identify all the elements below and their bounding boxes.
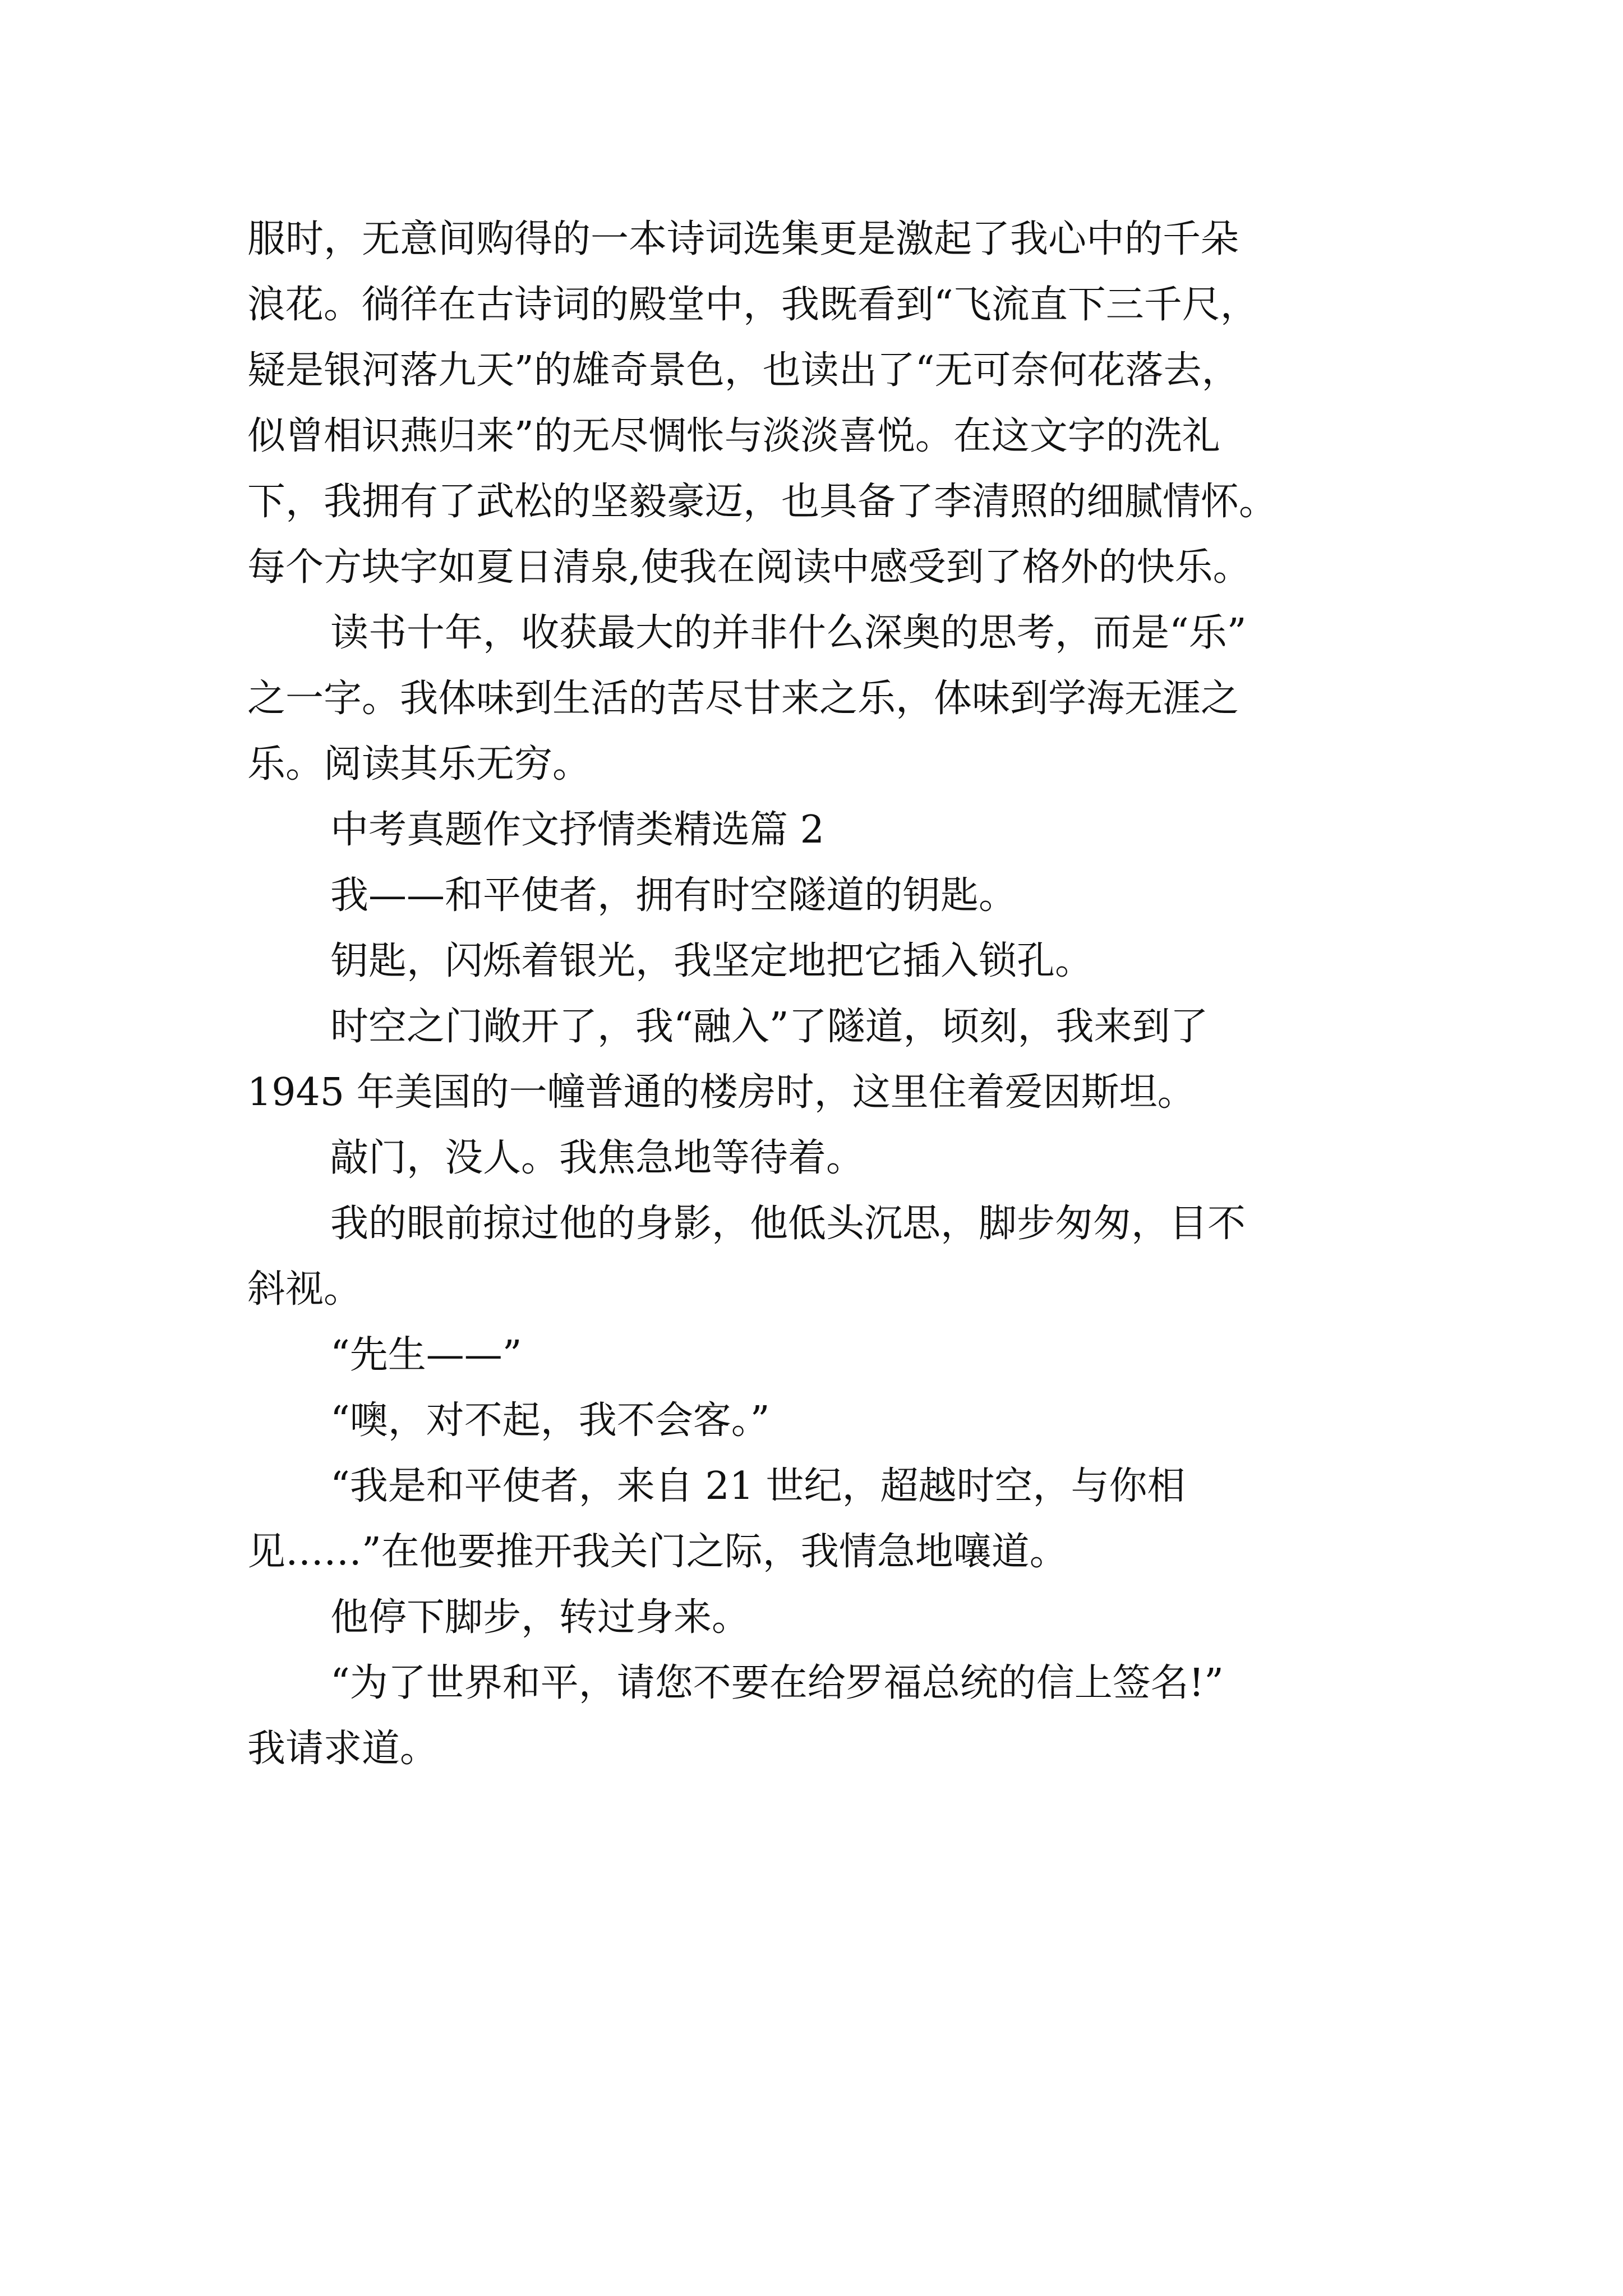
paragraph <box>247 1388 1391 1453</box>
paragraph <box>247 1191 1391 1322</box>
paragraph <box>247 994 1391 1125</box>
text-line: “为了世界和平，请您不要在给罗福总统的信上签名!” <box>330 1661 1224 1705</box>
text-line: 中考真题作文抒情类精选篇 2 <box>330 808 824 852</box>
paragraph <box>247 1322 1391 1388</box>
text-line: 1945 年美国的一幢普通的楼房时，这里住着爱因斯坦。 <box>247 1070 1196 1115</box>
paragraph <box>247 600 1391 797</box>
text-line: 钥匙，闪烁着银光，我坚定地把它插入锁孔。 <box>330 939 1094 983</box>
text-line: 敲门，没人。我焦急地等待着。 <box>330 1136 865 1180</box>
text-line: 斜视。 <box>247 1267 362 1312</box>
text-line: 每个方块字如夏日清泉,使我在阅读中感受到了格外的快乐。 <box>247 545 1251 590</box>
text-line: 乐。阅读其乐无穷。 <box>247 742 591 786</box>
paragraph <box>247 1453 1391 1585</box>
paragraph <box>247 797 1391 863</box>
text-line: 似曾相识燕归来”的无尽惆怅与淡淡喜悦。在这文字的洗礼 <box>247 414 1220 458</box>
text-line: 见……”在他要推开我关门之际，我情急地嚷道。 <box>247 1530 1068 1574</box>
text-line: 服时，无意间购得的一本诗词选集更是激起了我心中的千朵 <box>247 217 1239 261</box>
text-line: 浪花。徜徉在古诗词的殿堂中，我既看到“飞流直下三千尺， <box>247 283 1258 327</box>
paragraph <box>247 1650 1391 1782</box>
text-line: “我是和平使者，来自 21 世纪，超越时空，与你相 <box>330 1464 1186 1508</box>
text-line: 他停下脚步，转过身来。 <box>330 1595 750 1640</box>
text-line: 我的眼前掠过他的身影，他低头沉思，脚步匆匆，目不 <box>330 1202 1246 1246</box>
paragraph <box>247 1585 1391 1650</box>
paragraph <box>247 863 1391 928</box>
document-body <box>247 206 1391 1782</box>
paragraph <box>247 206 1391 600</box>
paragraph <box>247 1125 1391 1191</box>
text-line: “噢，对不起，我不会客。” <box>330 1398 770 1443</box>
text-line: 疑是银河落九天”的雄奇景色，也读出了“无可奈何花落去， <box>247 348 1240 393</box>
text-line: 下，我拥有了武松的坚毅豪迈，也具备了李清照的细腻情怀。 <box>247 480 1278 524</box>
text-line: 我——和平使者，拥有时空隧道的钥匙。 <box>330 873 1017 918</box>
text-line: 时空之门敞开了，我“融入”了隧道，顷刻，我来到了 <box>330 1005 1209 1049</box>
text-line: 我请求道。 <box>247 1727 439 1771</box>
text-line: “先生——” <box>330 1333 522 1377</box>
text-line: 之一字。我体味到生活的苦尽甘来之乐，体味到学海无涯之 <box>247 677 1239 721</box>
paragraph <box>247 928 1391 994</box>
text-line: 读书十年，收获最大的并非什么深奥的思考，而是“乐” <box>330 611 1247 655</box>
